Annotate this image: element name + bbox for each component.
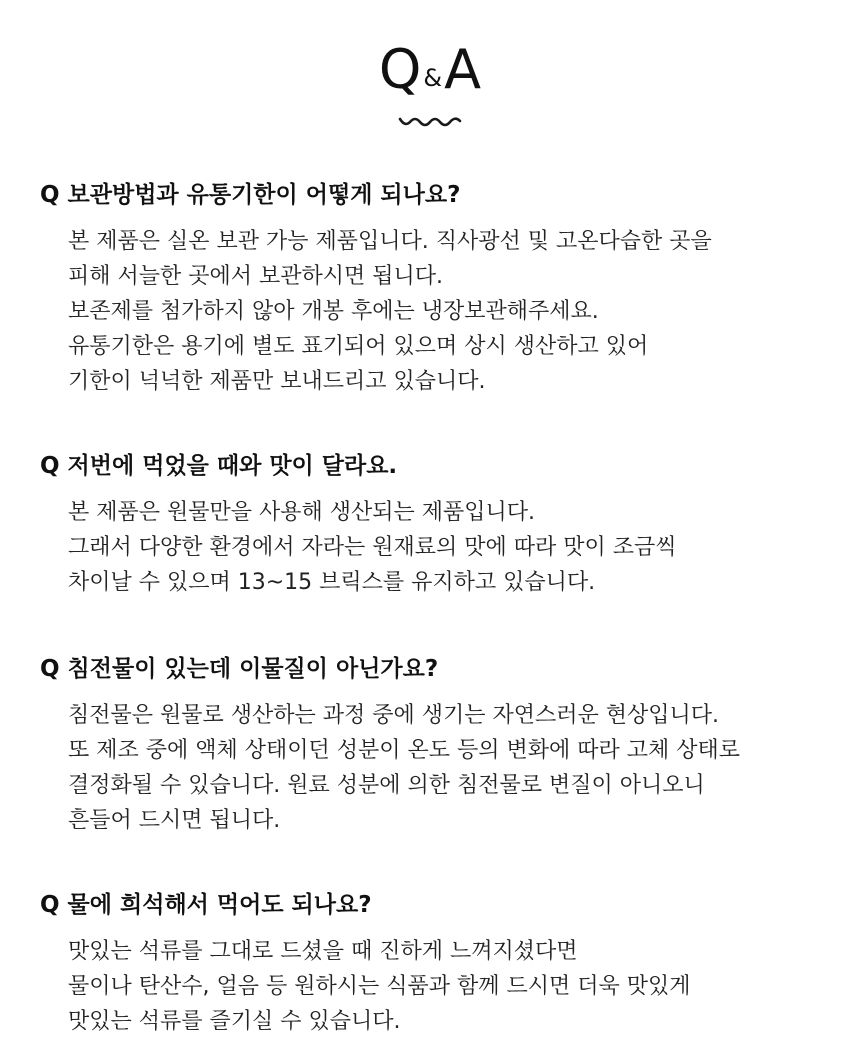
answer-line: 피해 서늘한 곳에서 보관하시면 됩니다. xyxy=(68,264,443,289)
answer-line: 차이날 수 있으며 13~15 브릭스를 유지하고 있습니다. xyxy=(68,570,596,595)
answer-line: 본 제품은 실온 보관 가능 제품입니다. 직사광선 및 고온다습한 곳을 xyxy=(68,229,712,254)
answer-line: 유통기한은 용기에 별도 표기되어 있으며 상시 생산하고 있어 xyxy=(68,334,649,359)
answer-line: 본 제품은 원물만을 사용해 생산되는 제품입니다. xyxy=(68,500,536,525)
answer-line: 기한이 넉넉한 제품만 보내드리고 있습니다. xyxy=(68,369,486,394)
wave-icon xyxy=(398,114,462,130)
answer-line: 결정화될 수 있습니다. 원료 성분에 의한 침전물로 변질이 아니오니 xyxy=(68,773,705,798)
answer-line: 흔들어 드시면 됩니다. xyxy=(68,808,281,833)
answer-line: 침전물은 원물로 생산하는 과정 중에 생기는 자연스러운 현상입니다. xyxy=(68,703,720,728)
answer-line: 보존제를 첨가하지 않아 개봉 후에는 냉장보관해주세요. xyxy=(68,299,599,324)
qa-item xyxy=(40,888,850,1039)
title-a: A xyxy=(444,38,482,101)
page-title xyxy=(0,40,860,108)
answer-line: 맛있는 석류를 즐기실 수 있습니다. xyxy=(68,1009,401,1034)
title-ampersand: & xyxy=(423,64,443,92)
title-q: Q xyxy=(378,38,422,101)
answer-line: 그래서 다양한 환경에서 자라는 원재료의 맛에 따라 맛이 조금씩 xyxy=(68,535,677,560)
answer-text xyxy=(68,934,850,1039)
answer-text xyxy=(68,224,850,399)
answer-line: 물이나 탄산수, 얼음 등 원하시는 식품과 함께 드시면 더욱 맛있게 xyxy=(68,974,691,999)
qa-item xyxy=(40,449,850,600)
question-heading: Q 물에 희석해서 먹어도 되나요? xyxy=(40,892,372,918)
qa-item xyxy=(40,178,850,399)
question-heading: Q 보관방법과 유통기한이 어떻게 되나요? xyxy=(40,182,461,208)
answer-text xyxy=(68,698,850,838)
question-heading: Q 저번에 먹었을 때와 맛이 달라요. xyxy=(40,453,398,479)
answer-line: 맛있는 석류를 그대로 드셨을 때 진하게 느껴지셨다면 xyxy=(68,939,578,964)
question-heading: Q 침전물이 있는데 이물질이 아닌가요? xyxy=(40,656,439,682)
qa-list xyxy=(40,178,850,1039)
answer-line: 또 제조 중에 액체 상태이던 성분이 온도 등의 변화에 따라 고체 상태로 xyxy=(68,738,740,763)
qa-item xyxy=(40,652,850,838)
answer-text xyxy=(68,495,850,600)
qa-header xyxy=(0,40,860,108)
